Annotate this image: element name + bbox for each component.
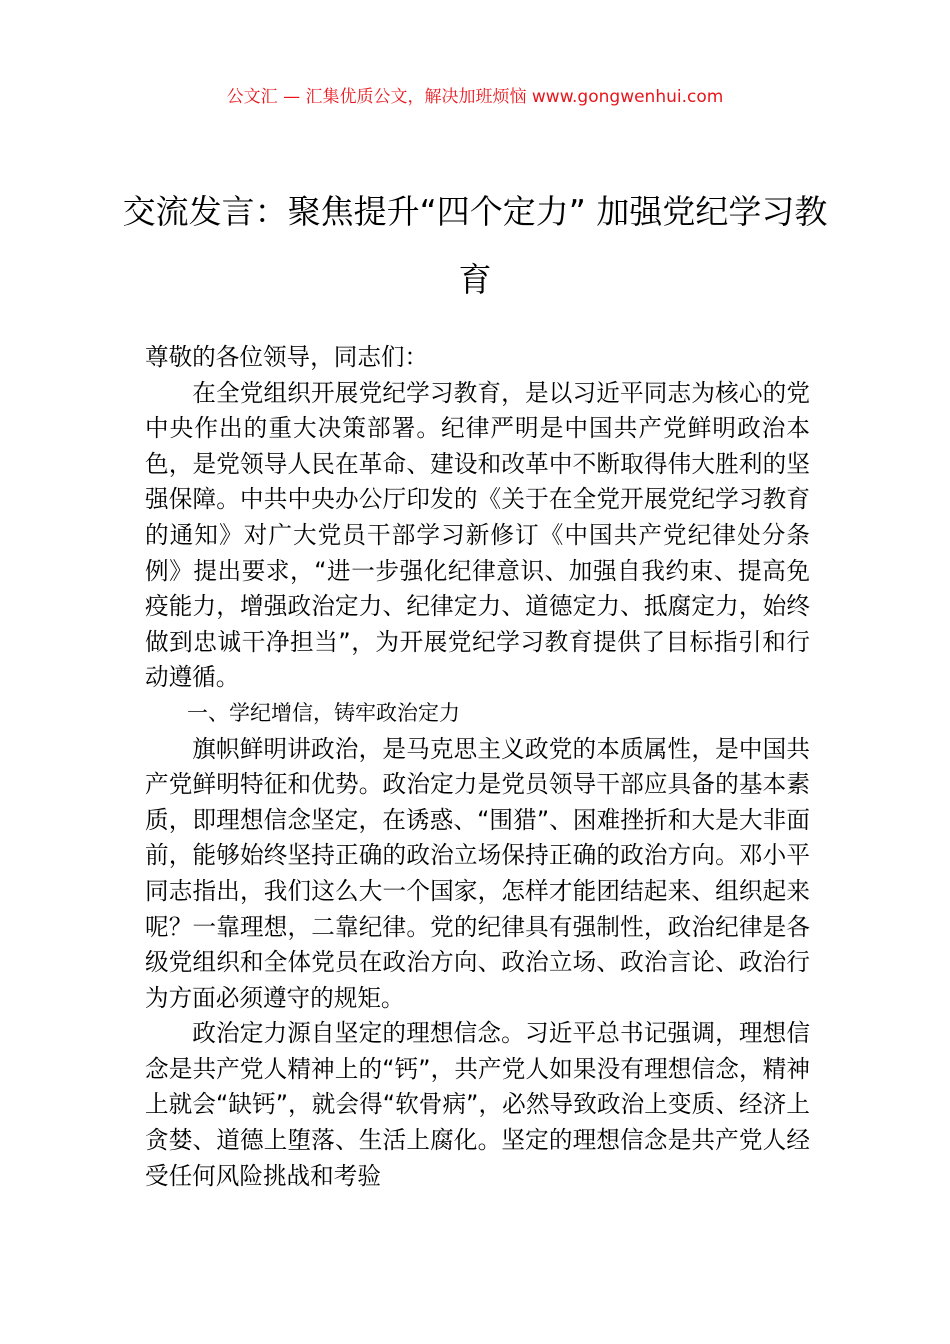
- salutation: 尊敬的各位领导，同志们：: [145, 343, 429, 371]
- intro-paragraph: 在全党组织开展党纪学习教育，是以习近平同志为核心的党中央作出的重大决策部署。纪律严明是中国共产党鲜明政治本色，是党领导人民在革命、建设和改革中不断取得伟大胜利的坚强保障。中共中央办公厅印发的《关于在全党开展党纪学习教育的通知》对广大党员干部学习新修订《中国共产党纪律处分条例》提出要求，“进一步强化纪律意识、加强自我约束、提高免疫能力，增强政治定力、纪律定力、道德定力、抵腐定力，始终做到忠诚干净担当”，为开展党纪学习教育提供了目标指引和行动遵循。: [145, 378, 810, 692]
- section-heading: 一、学纪增信，铸牢政治定力: [187, 700, 460, 725]
- section-paragraph: 政治定力源自坚定的理想信念。习近平总书记强调，理想信念是共产党人精神上的“钙”，共产党人如果没有理想信念，精神上就会“缺钙”，就会得“软骨病”，必然导致政治上变质、经济上贪婪、道德上堕落、生活上腐化。坚定的理想信念是共产党人经受任何风险挑战和考验: [145, 1019, 810, 1190]
- header-banner[interactable]: 公文汇 — 汇集优质公文，解决加班烦恼 www.gongwenhui.com: [226, 87, 724, 107]
- section-paragraph: 旗帜鲜明讲政治，是马克思主义政党的本质属性，是中国共产党鲜明特征和优势。政治定力是党员领导干部应具备的基本素质，即理想信念坚定，在诱惑、“围猎”、困难挫折和大是大非面前，能够始终坚持正确的政治立场保持正确的政治方向。邓小平同志指出，我们这么大一个国家，怎样才能团结起来、组织起来呢？一靠理想，二靠纪律。党的纪律具有强制性，政治纪律是各级党组织和全体党员在政治方向、政治立场、政治言论、政治行为方面必须遵守的规矩。: [145, 734, 810, 1012]
- document-body: [145, 340, 810, 1194]
- document-title: 交流发言：聚焦提升“四个定力” 加强党纪学习教育: [122, 192, 828, 299]
